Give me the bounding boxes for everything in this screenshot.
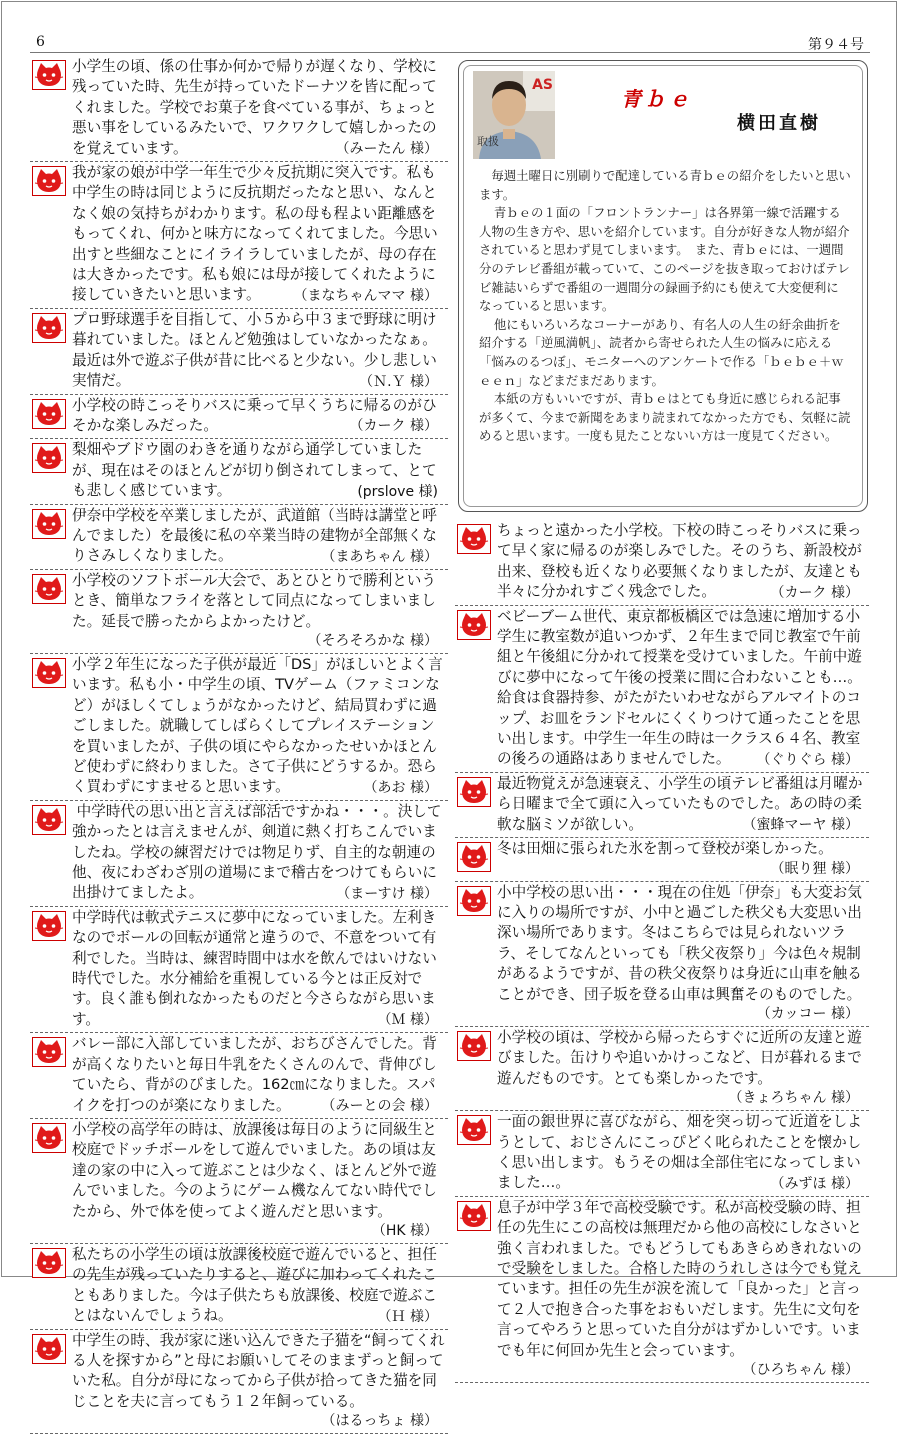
cat-face-icon bbox=[33, 510, 65, 538]
entry-text: 梨畑やブドウ園のわきを通りながら通学していましたが、現在はそのほとんどが切り倒されてしまって、とても悲しく感じています。 bbox=[72, 441, 437, 500]
reader-entry bbox=[30, 439, 448, 504]
entry-signature: （カーク 様） bbox=[770, 584, 859, 601]
reader-entry bbox=[30, 309, 448, 395]
author-photo bbox=[473, 71, 555, 159]
entry-text: プロ野球選手を目指して、小５から中３まで野球に明け暮れていました。ほとんど勉強はしていなかったなぁ。最近は外で遊ぶ子供が昔に比べると少ない。少し悲しい実情だ。 bbox=[72, 310, 437, 390]
feature-title: 青ｂｅ bbox=[621, 87, 693, 111]
entry-signature: （あお 様） bbox=[363, 779, 438, 796]
cat-face-icon bbox=[458, 611, 490, 639]
cat-face-icon bbox=[33, 61, 65, 89]
cat-face-icon bbox=[33, 806, 65, 834]
cat-face-icon bbox=[458, 887, 490, 915]
reader-entry bbox=[30, 1244, 448, 1330]
entry-signature: （きょろちゃん 様） bbox=[728, 1090, 859, 1107]
cat-face-icon bbox=[33, 314, 65, 342]
cat-icon-frame bbox=[32, 1123, 66, 1153]
cat-face-icon bbox=[33, 167, 65, 195]
entry-signature: （Ｈ 様） bbox=[377, 1308, 438, 1325]
feature-body bbox=[479, 167, 851, 446]
cat-icon-frame bbox=[457, 1201, 491, 1231]
feature-paragraph: 他にもいろいろなコーナーがあり、有名人の人生の紆余曲折を紹介する「逆風満帆」、読者から寄せられた人生の悩みに応える「悩みのるつぼ」、モニターへのアンケートで作る「ｂｅｂｅ＋ｗｅｅｎ」などまだまだあります。 bbox=[479, 316, 844, 388]
cat-icon-frame bbox=[32, 509, 66, 539]
entry-signature: （まなちゃんママ 様） bbox=[293, 287, 438, 304]
entry-signature: （まあちゃん 様） bbox=[321, 548, 438, 565]
entry-text: 中学時代は軟式テニスに夢中になっていました。左利きなのでボールの回転が通常と違うので、不意をついて有利でした。当時は、練習時間中は水を飲んではいけない時代でした。水分補給を重視している今とは正反対です。良く誰も倒れなかったものだと今さらながら思います。 bbox=[72, 908, 437, 1028]
cat-face-icon bbox=[33, 1335, 65, 1363]
entry-text: 冬は田畑に張られた氷を割って登校が楽しかった。 bbox=[497, 840, 833, 858]
entry-text: ベビーブーム世代、東京都板橋区では急速に増加する小学生に教室数が追いつかず、２年生まで同じ教室で午前組と午後組に分かれて授業を受けていました。午前中遊びに夢中になって午後の授業に間に合わないことも…。給食は食器持参、がたがたいわせながらアルマイトのコップ、お皿をランドセルにくくりつけて通ったことを思い出します。中学生一年生の時は一クラス６４名、教室の後ろの通路はありませんでした。 bbox=[497, 607, 862, 768]
cat-icon-frame bbox=[457, 842, 491, 872]
photo-logo: AS bbox=[532, 77, 553, 93]
entry-signature: （ひろちゃん 様） bbox=[742, 1362, 859, 1379]
cat-face-icon bbox=[458, 778, 490, 806]
reader-entry bbox=[30, 162, 448, 309]
cat-icon-frame bbox=[32, 313, 66, 343]
entry-signature: （蜜蜂マーヤ 様） bbox=[742, 817, 859, 834]
cat-face-icon bbox=[33, 912, 65, 940]
entry-text: バレー部に入部していましたが、おちびさんでした。背が高くなりたいと毎日牛乳をたくさんのんで、背伸びしていたら、背がのびました。162㎝になりました。スパイクを打つのが楽になりました。 bbox=[72, 1035, 437, 1114]
cat-face-icon bbox=[458, 1202, 490, 1230]
reader-entry bbox=[30, 1033, 448, 1119]
cat-face-icon bbox=[33, 575, 65, 603]
reader-entry bbox=[30, 801, 448, 907]
entry-text: 一面の銀世界に喜びながら、畑を突っ切って近道をしようとして、おじさんにこっぴどく叱られたことを懐かしく思い出します。もうその畑は全部住宅になってしまいました…。 bbox=[497, 1113, 862, 1192]
entry-text: 小中学校の思い出・・・現在の住処「伊奈」も大変お気に入りの場所ですが、小中と過ごした秩父も大変思い出深い場所であります。冬はこちらでは見られないツララ、そしてなんといっても「秩父夜祭り」今は色々規制があるようですが、昔の秩父夜祭りは身近に山車を触ることができ、団子坂を登る山車は興奮そのものでした。 bbox=[497, 883, 862, 1003]
cat-icon-frame bbox=[32, 911, 66, 941]
entry-text: 小学２年生になった子供が最近「DS」がほしいとよく言います。私も小・中学生の頃、TVゲーム（ファミコンなど）がほしくてしょうがなかったけど、結局買わずに過ごしました。就職してしばらくしてプレイステーションを買いましたが、子供の頃にやらなかったせいかほとんど使わずに終わりました。さて子供にどうするか。恐らく買わずにすませると思います。 bbox=[72, 655, 443, 796]
entry-signature: （Ｍ 様） bbox=[377, 1012, 438, 1029]
cat-icon-frame bbox=[32, 166, 66, 196]
cat-face-icon bbox=[458, 1032, 490, 1060]
photo-caption: 取扱 bbox=[477, 135, 499, 148]
feature-paragraph: 青ｂｅの１面の「フロントランナー」は各界第一線で活躍する人物の生き方や、思いを紹介しています。自分が好きな人物が紹介されていると思わず見てしまいます。 また、青ｂｅには、一週間分のテレビ番組が載っていて、このページを抜き取っておけばテレビ雑誌いらずで番組の一週間分の録画予約にも使えて大変便利になっていると思います。 bbox=[479, 205, 850, 314]
entry-text: ちょっと遠かった小学校。下校の時こっそりバスに乗って早く家に帰るのが楽しみでした。そのうち、新設校が出来、登校も近くなり必要無くなりましたが、友達とも半々に分かれすごく残念でした。 bbox=[497, 522, 862, 601]
entry-text: 小学校のソフトボール大会で、あとひとりで勝利というとき、簡単なフライを落として同点になってしまいました。延長で勝ったからよかったけど。 bbox=[72, 571, 436, 630]
right-column bbox=[455, 520, 869, 1383]
feature-box bbox=[458, 60, 868, 512]
reader-entry bbox=[455, 773, 869, 838]
cat-icon-frame bbox=[32, 443, 66, 473]
entry-signature: （まーすけ 様） bbox=[336, 885, 438, 902]
entry-signature: （みずほ 様） bbox=[770, 1175, 859, 1192]
entry-text: 中学時代の思い出と言えば部活ですかね・・・。決して強かったとは言えませんが、剣道に熱く打ちこんでいましたね。学校の練習だけでは物足りず、自主的な朝連の他、夜にわざわざ別の道場にまで稽古をつけてもらいに出掛けてましたよ。 bbox=[72, 802, 442, 902]
feature-paragraph: 本紙の方もいいですが、青ｂｅはとても身近に感じられる記事が多くて、今まで新聞をあまり読まれてなかった方でも、気軽に読めると思います。一度も見たことないい方は一度見てください。 bbox=[479, 391, 851, 444]
entry-text: 小学生の頃、係の仕事か何かで帰りが遅くなり、学校に残っていた時、先生が持っていたドーナツを皆に配ってくれました。学校でお菓子を食べている事が、ちょっと悪い事をしているみたいで、ワクワクして嬉しかったのを覚えています。 bbox=[72, 58, 437, 157]
cat-face-icon bbox=[33, 1124, 65, 1152]
reader-entry bbox=[30, 505, 448, 570]
entry-text: 小学校の時こっそりバスに乗って早くうちに帰るのがひそかな楽しみだった。 bbox=[72, 396, 437, 434]
reader-entry bbox=[455, 838, 869, 881]
cat-face-icon bbox=[33, 400, 65, 428]
cat-face-icon bbox=[458, 843, 490, 871]
cat-icon-frame bbox=[32, 1037, 66, 1067]
cat-icon-frame bbox=[457, 777, 491, 807]
entry-signature: （ぐりぐら 様） bbox=[756, 751, 859, 768]
cat-icon-frame bbox=[457, 1031, 491, 1061]
left-column bbox=[30, 56, 448, 1434]
cat-icon-frame bbox=[457, 610, 491, 640]
reader-entry bbox=[455, 606, 869, 773]
cat-icon-frame bbox=[32, 399, 66, 429]
entry-signature: (prslove 様) bbox=[357, 483, 438, 500]
issue-number: 第９４号 bbox=[808, 37, 864, 53]
entry-signature: （みーとの会 様） bbox=[321, 1097, 438, 1114]
cat-icon-frame bbox=[32, 1248, 66, 1278]
cat-icon-frame bbox=[32, 1334, 66, 1364]
cat-icon-frame bbox=[457, 1115, 491, 1145]
header-rule bbox=[30, 52, 870, 53]
entry-signature: （眠り狸 様） bbox=[770, 860, 859, 877]
cat-icon-frame bbox=[32, 805, 66, 835]
cat-face-icon bbox=[33, 1038, 65, 1066]
entry-signature: （Ｎ.Ｙ 様） bbox=[359, 373, 438, 390]
cat-icon-frame bbox=[457, 886, 491, 916]
entry-signature: （はるっちょ 様） bbox=[321, 1413, 438, 1430]
cat-icon-frame bbox=[32, 60, 66, 90]
reader-entry bbox=[30, 395, 448, 440]
entry-signature: （そろそろかな 様） bbox=[307, 632, 438, 649]
cat-icon-frame bbox=[32, 574, 66, 604]
reader-entry bbox=[455, 1027, 869, 1111]
cat-icon-frame bbox=[32, 658, 66, 688]
reader-entry bbox=[455, 1197, 869, 1383]
reader-entry bbox=[30, 1330, 448, 1434]
cat-face-icon bbox=[458, 1116, 490, 1144]
cat-face-icon bbox=[33, 1249, 65, 1277]
entry-text: 最近物覚えが急速衰え、小学生の頃テレビ番組は月曜から日曜まで全て頭に入っていたものでした。あの時の柔軟な脳ミソが欲しい。 bbox=[497, 774, 863, 833]
cat-face-icon bbox=[33, 659, 65, 687]
cat-face-icon bbox=[33, 444, 65, 472]
entry-text: 伊奈中学校を卒業しましたが、武道館（当時は講堂と呼んでました）を最後に私の卒業当時の建物が全部無くなりさみしくなりました。 bbox=[72, 506, 437, 565]
feature-author: 横田直樹 bbox=[737, 113, 821, 134]
entry-signature: （HK 様） bbox=[371, 1222, 438, 1239]
feature-paragraph: 毎週土曜日に別刷りで配達している青ｂｅの紹介をしたいと思います。 bbox=[479, 168, 851, 202]
entry-signature: （カーク 様） bbox=[349, 418, 438, 435]
entry-text: 息子が中学３年で高校受験です。私が高校受験の時、担任の先生にこの高校は無理だから他の高校にしなさいと強く言われました。でもどうしてもあきらめきれないので受験をしました。合格した時のうれしさは今でも覚えています。担任の先生が涙を流して「良かった」と言って２人で抱き合った事をおもいだします。先生に文句を言ってやろうと思っていた自分がはずかしいです。いまでも年に何回か先生と会っています。 bbox=[497, 1198, 862, 1359]
entry-signature: （カッコー 様） bbox=[756, 1005, 859, 1022]
reader-entry bbox=[30, 56, 448, 162]
reader-entry bbox=[30, 654, 448, 801]
reader-entry bbox=[455, 1111, 869, 1197]
entry-signature: （みーたん 様） bbox=[335, 141, 438, 158]
cat-face-icon bbox=[458, 525, 490, 553]
reader-entry bbox=[30, 570, 448, 654]
reader-entry bbox=[30, 1119, 448, 1244]
entry-text: 中学生の時、我が家に迷い込んできた子猫を“飼ってくれる人を探すから”と母にお願いしてそのままずっと飼っていた私。自分が母になってから子供が拾ってきた猫を同じことを夫に言ってもう１２年飼っている。 bbox=[72, 1331, 445, 1410]
reader-entry bbox=[455, 520, 869, 606]
entry-text: 私たちの小学生の頃は放課後校庭で遊んでいると、担任の先生が残っていたりすると、遊びに加わってくれたこともありました。今は子供たちも放課後、校庭で遊ぶことはないんでしょうね。 bbox=[72, 1245, 437, 1325]
page-number: 6 bbox=[36, 34, 45, 50]
entry-text: 我が家の娘が中学一年生で少々反抗期に突入です。私も中学生の時は同じように反抗期だったなと思い、なんとなく娘の気持ちがわかります。私の母も程よい距離感をもってくれ、何かと味方になってくれてました。今思い出すと些細なことにイライラしていましたが、母の存在は大きかったです。私も娘には母が接してくれたように接していきたいと思います。 bbox=[72, 164, 438, 304]
cat-icon-frame bbox=[457, 524, 491, 554]
entry-text: 小学校の高学年の時は、放課後は毎日のように同級生と校庭でドッチボールをして遊んでいました。あの頃は友達の家の中に入って遊ぶことは少なく、ほとんど外で遊んでいました。今のようにゲーム機なんてない時代でしたから、外で体を使ってよく遊んだと思います。 bbox=[72, 1120, 437, 1220]
reader-entry bbox=[30, 907, 448, 1033]
reader-entry bbox=[455, 882, 869, 1027]
entry-text: 小学校の頃は、学校から帰ったらすぐに近所の友達と遊びました。缶けりや追いかけっこなど、日が暮れるまで遊んだものです。とても楽しかったです。 bbox=[497, 1028, 862, 1087]
